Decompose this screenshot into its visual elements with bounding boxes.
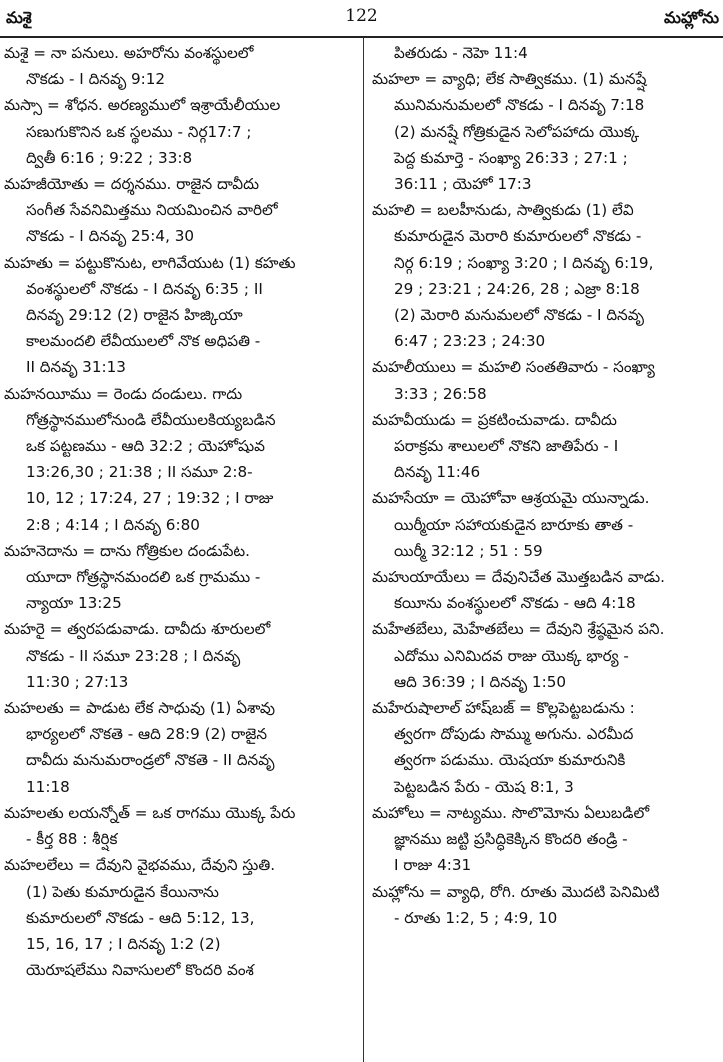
entry-continuation-line: నొకడు - I దినవృ 25:4, 30 (26, 227, 195, 246)
entry-headword-line: మహుయాయేలు = దేవునిచేత మొత్తబడిన వాడు. (372, 568, 665, 587)
entry-continuation-line: న్యాయా 13:25 (26, 594, 122, 613)
entry-headword-line: మహసేయా = యెహోవా ఆశ్రయమై యున్నాడు. (372, 489, 650, 508)
entry-continuation-line: యెరూషలేము నివాసులలో కొందరి వంశ (26, 961, 254, 980)
entry-continuation-line: ఒక పట్టణము - ఆది 32:2 ; యెహోషువ (26, 437, 265, 456)
entry-headword-line: మహలీయులు = మహలి సంతతివారు - సంఖ్యా (372, 358, 655, 377)
entry-continuation-line: వంశస్థులలో నొకడు - I దినవృ 6:35 ; II (26, 279, 263, 298)
entry-continuation-line: పరాక్రమ శాలులలో నొకని జాతిపేరు - I (394, 437, 619, 456)
entry-continuation-line: మునిమనుమలలో నొకడు - I దినవృ 7:18 (394, 96, 645, 115)
entry-continuation-line: (2) మెరారి మనుమలలో నొకడు - I దినవృ (394, 306, 644, 325)
entry-continuation-line: 15, 16, 17 ; I దినవృ 1:2 (2) (26, 934, 221, 953)
entry-continuation-line: (2) మనష్షే గోత్రికుడైన సెలోపహాదు యొక్క (394, 122, 640, 141)
entry-headword-line: మహలతు = పాడుట లేక సాధువు (1) ఏశావు (4, 699, 276, 718)
entry-headword-line: మహలతు లయన్నోత్ = ఒక రాగము యొక్క పేరు (4, 803, 296, 822)
entry-continuation-line: దినవృ 11:46 (394, 463, 481, 482)
entry-continuation-line: (1) పెతు కుమారుడైన కేయినాను (26, 882, 219, 901)
entry-headword-line: మహలలేలు = దేవుని వైభవము, దేవుని స్తుతి. (4, 856, 276, 875)
entry-continuation-line: సణుగుకొనిన ఒక స్థలము - నిర్గ17:7 ; (26, 122, 252, 141)
entry-headword-line: మహేరుషాలాల్ హాష్‌బజ్ = కొల్లపెట్టబడును : (372, 699, 635, 718)
entry-headword-line: మహోలు = నాట్యము. సొలొమోను ఏలుబడిలో (372, 803, 650, 822)
left-column (4, 40, 356, 983)
entry-continuation-line: ఎదోము ఎనిమిదవ రాజు యొక్క భార్య - (394, 646, 629, 665)
entry-headword-line: మహనయీము = రెండు దండులు. గాదు (4, 384, 243, 403)
entry-continuation-line: త్వరగా దోపుడు సొమ్ము అగును. ఎరమీద (394, 725, 634, 744)
header-left-guide-word: మశై (6, 8, 32, 27)
page-number: 122 (345, 6, 378, 26)
entry-continuation-line: గోత్రస్థానములోనుండి లేవీయులకియ్యబడిన (26, 410, 276, 429)
entry-headword-line: మశై = నా పనులు. అహరోను వంశస్థులలో (4, 44, 254, 62)
entry-continuation-line: యూదా గోత్రస్థానమందలి ఒక గ్రామము - (26, 568, 261, 587)
entry-continuation-line: కుమారుడైన మెరారి కుమారులలో నొకడు - (394, 227, 642, 246)
entry-continuation-line: - రూతు 1:2, 5 ; 4:9, 10 (394, 908, 558, 927)
entry-continuation-line: కుమారులలో నొకడు - ఆది 5:12, 13, (26, 908, 255, 927)
entry-continuation-line: యిర్మీ 32:12 ; 51 : 59 (394, 541, 543, 560)
entry-headword-line: మహలా = వ్యాధి; లేక సాత్వికము. (1) మనష్షే (372, 70, 647, 89)
entry-continuation-line: ద్వితీ 6:16 ; 9:22 ; 33:8 (26, 148, 193, 167)
entry-continuation-line: నొకడు - I దినవృ 9:12 (26, 70, 166, 89)
column-divider (363, 38, 364, 1062)
entry-continuation-line: 3:33 ; 26:58 (394, 384, 487, 403)
entry-headword-line: మహలి = బలహీనుడు, సాత్వికుడు (1) లేవి (372, 201, 634, 220)
entry-continuation-line: యిర్మీయా సహాయకుడైన బారూకు తాత - (394, 515, 634, 534)
entry-continuation-line: పితరుడు - నెహె 11:4 (394, 44, 528, 62)
entry-continuation-line: - కీర్త 88 : శీర్షిక (26, 830, 118, 849)
entry-continuation-line: భార్యలలో నొకతె - ఆది 28:9 (2) రాజైన (26, 725, 267, 744)
entry-headword-line: మస్సా = శోధన. అరణ్యములో ఇశ్రాయేలీయుల (4, 96, 281, 115)
entry-continuation-line: 13:26,30 ; 21:38 ; II సమూ 2:8- (26, 463, 253, 482)
entry-continuation-line: కయీను వంశస్థులలో నొకడు - ఆది 4:18 (394, 594, 636, 613)
entry-continuation-line: 10, 12 ; 17:24, 27 ; 19:32 ; I రాజు (26, 489, 274, 508)
entry-headword-line: మహజీయోతు = దర్శనము. రాజైన దావీదు (4, 175, 260, 194)
entry-headword-line: మహతు = పట్టుకొనుట, లాగివేయుట (1) కహతు (4, 253, 296, 272)
entry-continuation-line: 6:47 ; 23:23 ; 24:30 (394, 332, 546, 351)
entry-headword-line: మహ్లోను = వ్యాధి, రోగి. రూతు మొదటి పెనిమిటి (372, 882, 660, 901)
entry-continuation-line: దావీదు మనుమరాండ్రలో నొకతె - II దినవృ (26, 751, 275, 770)
entry-continuation-line: నిర్గ 6:19 ; సంఖ్యా 3:20 ; I దినవృ 6:19, (394, 253, 654, 272)
entry-continuation-line: కాలమందలి లేవీయులలో నొక అధిపతి - (26, 332, 261, 351)
entry-continuation-line: II దినవృ 31:13 (26, 358, 126, 377)
entry-continuation-line: 2:8 ; 4:14 ; I దినవృ 6:80 (26, 515, 200, 534)
entry-continuation-line: 36:11 ; యెహో 17:3 (394, 175, 532, 194)
header-right-guide-word: మహ్లోను (664, 8, 719, 27)
entry-continuation-line: నొకడు - II సమూ 23:28 ; I దినవృ (26, 646, 241, 665)
page-header (0, 0, 723, 38)
entry-continuation-line: పెద్ద కుమార్తె - సంఖ్యా 26:33 ; 27:1 ; (394, 148, 628, 167)
entry-continuation-line: దినవృ 29:12 (2) రాజైన హిజ్కియా (26, 306, 243, 325)
entry-continuation-line: జ్ఞానము జట్టి ప్రసిద్ధికెక్కిన కొందరి తండ్రి - (394, 830, 628, 849)
right-column (372, 40, 718, 931)
entry-headword-line: మహరై = త్వరపడువాడు. దావీదు శూరులలో (4, 620, 271, 639)
entry-continuation-line: సంగీత సేవనిమిత్తము నియమించిన వారిలో (26, 201, 278, 220)
entry-continuation-line: పెట్టబడిన పేరు - యెష 8:1, 3 (394, 777, 574, 796)
entry-continuation-line: I రాజు 4:31 (394, 856, 472, 875)
entry-continuation-line: 11:18 (26, 777, 70, 796)
entry-headword-line: మహనెదాను = దాను గోత్రికుల దండుపేట. (4, 541, 250, 560)
entry-continuation-line: త్వరగా పడుము. యెషయా కుమారునికి (394, 751, 626, 770)
entry-headword-line: మహేతబేలు, మెహేతబేలు = దేవుని శ్రేష్ఠమైన పని. (372, 620, 665, 639)
entry-continuation-line: ఆది 36:39 ; I దినవృ 1:50 (394, 672, 567, 691)
entry-continuation-line: 11:30 ; 27:13 (26, 672, 129, 691)
entry-continuation-line: 29 ; 23:21 ; 24:26, 28 ; ఎజ్రా 8:18 (394, 279, 640, 298)
entry-headword-line: మహవీయుడు = ప్రకటించువాడు. దావీదు (372, 410, 617, 429)
